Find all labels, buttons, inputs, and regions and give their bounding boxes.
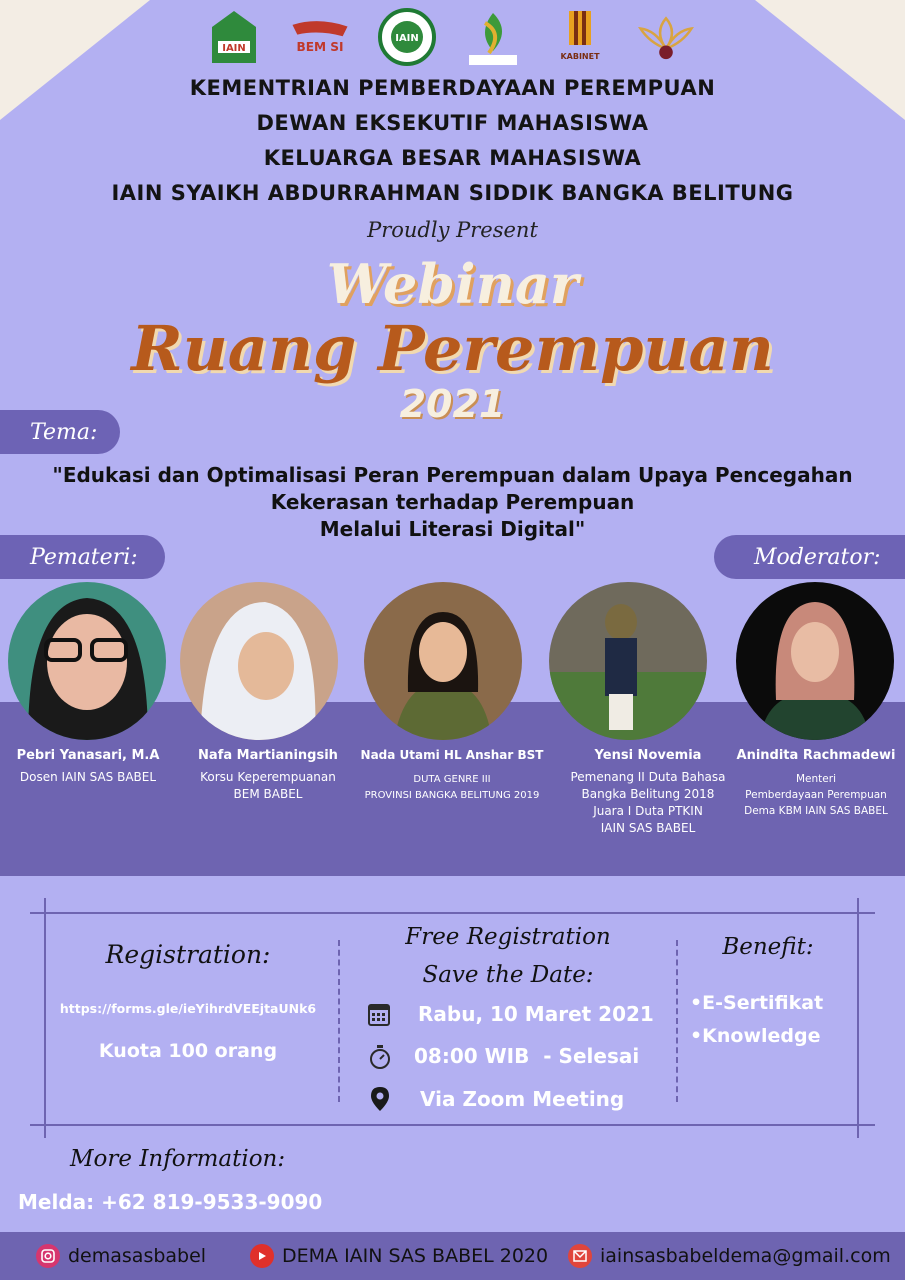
benefit-item-1: •E-Sertifikat [690,992,824,1014]
speaker-photo-2 [180,582,338,740]
footer-youtube[interactable] [250,1244,548,1268]
corner-decoration-left [0,0,150,120]
speaker-4-role-3: Juara I Duta PTKIN [593,804,703,818]
kbm-logo [459,7,527,67]
speaker-3 [352,748,552,804]
org-line-4: IAIN SYAIKH ABDURRAHMAN SIDDIK BANGKA BELITUNG [111,181,794,205]
email-icon [568,1244,592,1268]
theme-line-3: Melalui Literasi Digital" [319,517,586,541]
divider-2 [676,940,678,1102]
location-pin-icon [370,1086,390,1116]
title-year: 2021 [399,382,506,426]
contact-phone[interactable]: Melda: +62 819-9533-9090 [18,1190,323,1214]
registration-url[interactable]: https://forms.gle/ieYihrdVEEjtaUNk6 [59,1001,317,1016]
more-information-heading: More Information: [70,1146,286,1172]
theme-label: Tema: [0,410,120,454]
lotus-logo [632,7,700,67]
speaker-3-name: Nada Utami HL Anshar BST [360,748,544,762]
calendar-icon [368,1002,390,1030]
save-the-date: Save the Date: [422,962,594,988]
stopwatch-icon [368,1044,392,1074]
benefit-item-2: •Knowledge [690,1025,821,1047]
theme-line-1: "Edukasi dan Optimalisasi Peran Perempuan dalam Upaya Pencegahan [52,463,853,487]
speaker-1 [0,748,176,786]
speaker-3-role-1: DUTA GENRE III [413,774,491,785]
event-venue: Via Zoom Meeting [420,1087,625,1111]
benefit-heading: Benefit: [722,934,814,960]
frame-right-line [857,898,859,1138]
title-webinar: Webinar [326,252,579,316]
svg-text:IAIN: IAIN [222,43,246,54]
frame-bottom-line [30,1124,875,1126]
speaker-4 [560,748,736,837]
speaker-4-name: Yensi Novemia [594,748,702,763]
footer-instagram[interactable] [36,1244,206,1268]
youtube-channel: DEMA IAIN SAS BABEL 2020 [282,1245,549,1267]
iain-logo [200,7,268,67]
speaker-2-role-2: BEM BABEL [233,787,303,801]
instagram-icon [36,1244,60,1268]
footer-bar [0,1232,905,1280]
org-line-2: DEWAN EKSEKUTIF MAHASISWA [256,111,649,135]
title-ruang-perempuan: Ruang Perempuan [131,312,774,385]
corner-decoration-right [755,0,905,120]
free-registration: Free Registration [405,924,611,950]
speaker-1-name: Pebri Yanasari, M.A [16,748,160,763]
moderator [728,748,904,819]
speaker-photo-4 [549,582,707,740]
theme-line-2: Kekerasan terhadap Perempuan [270,490,635,514]
moderator-label: Moderator: [714,535,905,579]
proudly-present: Proudly Present [367,218,538,242]
svg-text:IAIN: IAIN [395,33,419,44]
bem-si-logo [286,7,354,67]
logo-row [200,6,700,68]
kabinet-logo [546,7,614,67]
theme-text [0,462,905,543]
moderator-role-1: Menteri [796,773,836,785]
moderator-name: Anindita Rachmadewi [736,748,896,763]
registration-heading: Registration: [105,940,271,969]
speaker-1-role-1: Dosen IAIN SAS BABEL [19,770,157,784]
moderator-role-3: Dema KBM IAIN SAS BABEL [744,805,888,817]
iain-seal-logo [373,7,441,67]
event-time: 08:00 WIB - Selesai [414,1044,640,1068]
svg-text:KABINET: KABINET [560,52,600,61]
youtube-icon [250,1244,274,1268]
speaker-photo-3 [364,582,522,740]
pemateri-label: Pemateri: [0,535,165,579]
speaker-4-role-2: Bangka Belitung 2018 [581,787,715,801]
registration-quota: Kuota 100 orang [98,1040,278,1062]
speaker-2 [180,748,356,803]
speaker-2-role-1: Korsu Keperempuanan [200,770,336,784]
instagram-handle: demasasbabel [68,1245,207,1267]
org-line-3: KELUARGA BESAR MAHASISWA [263,146,642,170]
frame-left-line [44,898,46,1138]
speaker-3-role-2: PROVINSI BANGKA BELITUNG 2019 [364,790,540,801]
org-line-1: KEMENTRIAN PEMBERDAYAAN PEREMPUAN [189,76,716,100]
email-address: iainsasbabeldema@gmail.com [600,1245,891,1267]
speaker-4-role-4: IAIN SAS BABEL [600,821,696,835]
moderator-photo [736,582,894,740]
speaker-photo-1 [8,582,166,740]
event-date: Rabu, 10 Maret 2021 [418,1002,654,1026]
speaker-4-role-1: Pemenang II Duta Bahasa [570,770,726,784]
footer-email[interactable] [568,1244,891,1268]
frame-top-line [30,912,875,914]
moderator-role-2: Pemberdayaan Perempuan [745,789,887,801]
speaker-2-name: Nafa Martianingsih [198,748,338,763]
svg-text:BEM SI: BEM SI [296,39,344,54]
